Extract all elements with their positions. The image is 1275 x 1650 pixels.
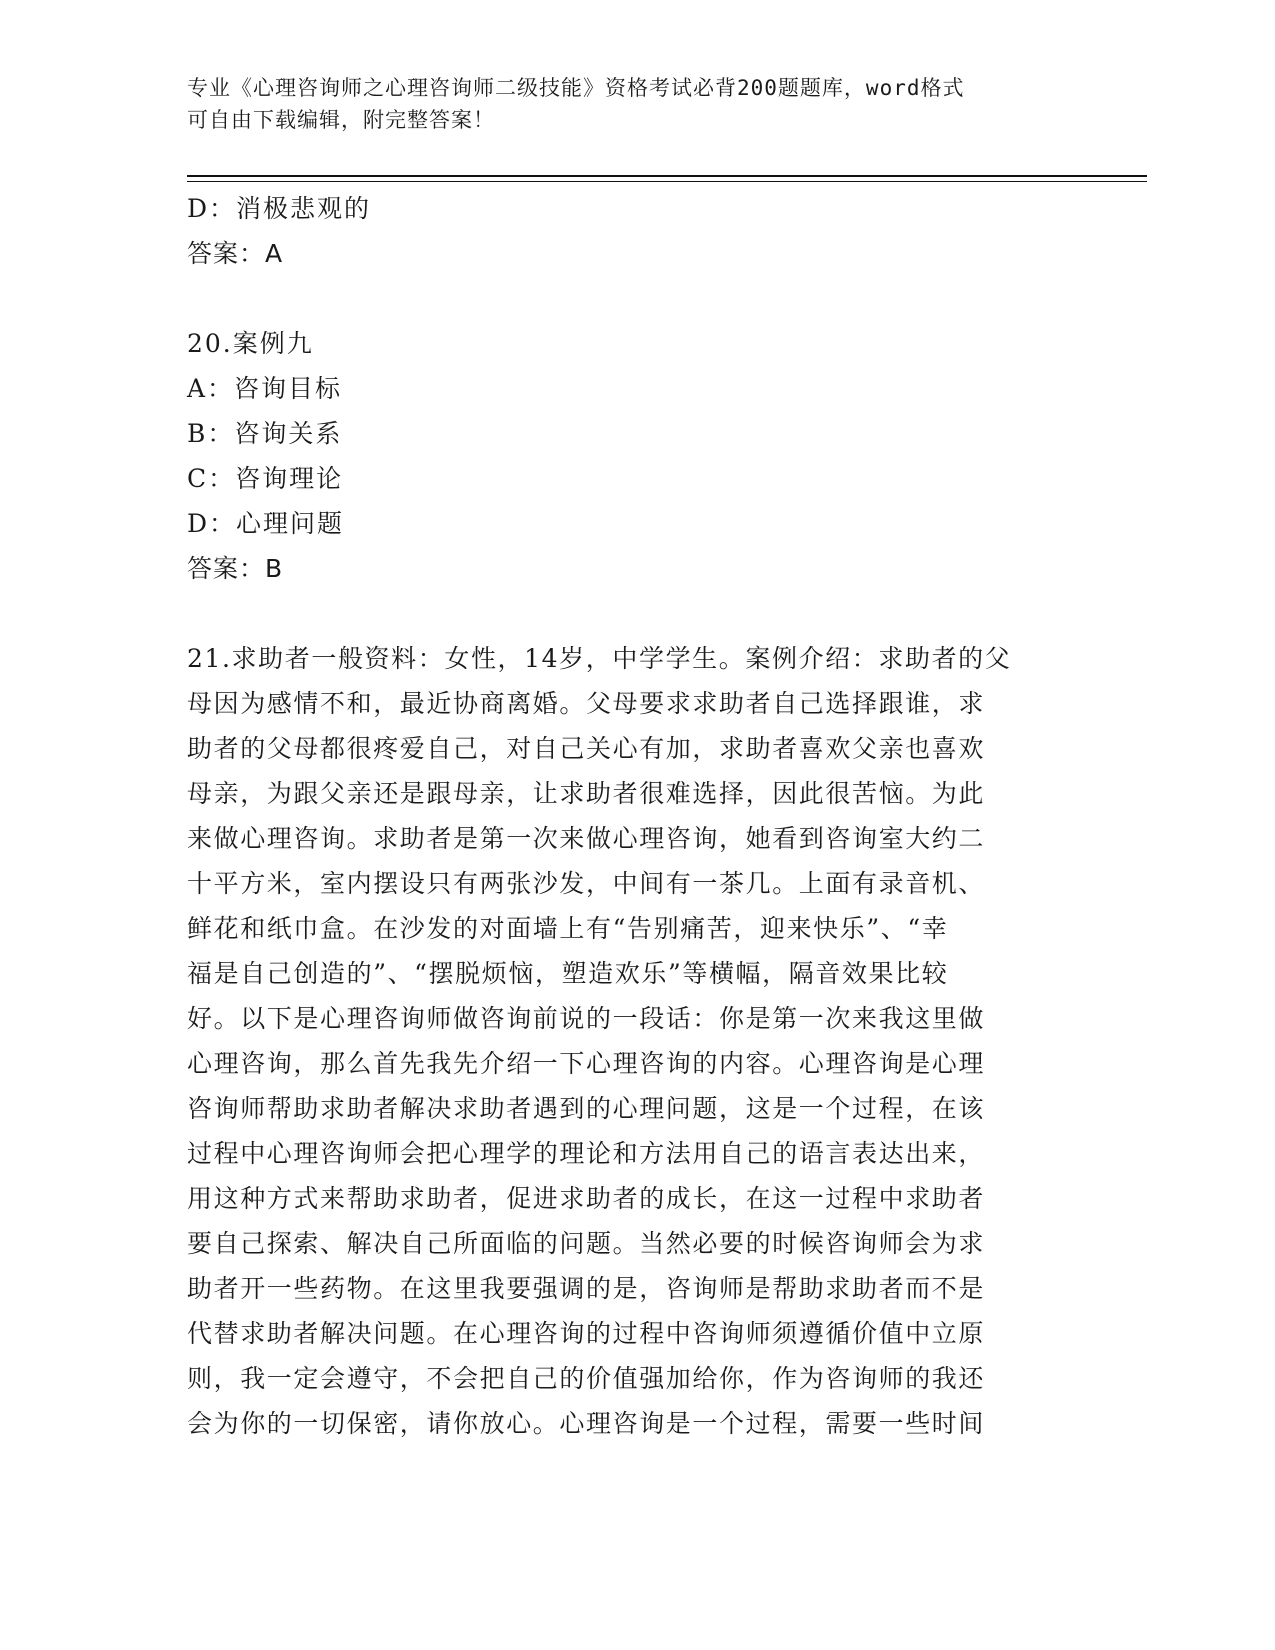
document-body xyxy=(187,186,1087,1446)
question-text-line: 21.求助者一般资料：女性，14岁，中学学生。案例介绍：求助者的父 xyxy=(187,644,1012,673)
question-text-line: 要自己探索、解决自己所面临的问题。当然必要的时候咨询师会为求 xyxy=(187,1229,986,1258)
question-text-line: 会为你的一切保密，请你放心。心理咨询是一个过程，需要一些时间 xyxy=(187,1409,986,1438)
question-text-line: 好。以下是心理咨询师做咨询前说的一段话：你是第一次来我这里做 xyxy=(187,1004,986,1033)
question-21 xyxy=(187,636,1087,1446)
question-text-line: 心理咨询，那么首先我先介绍一下心理咨询的内容。心理咨询是心理 xyxy=(187,1049,986,1078)
question-text-line: 助者开一些药物。在这里我要强调的是，咨询师是帮助求助者而不是 xyxy=(187,1274,986,1303)
question-text-line: 母亲，为跟父亲还是跟母亲，让求助者很难选择，因此很苦恼。为此 xyxy=(187,779,986,808)
answer-line: 答案：B xyxy=(187,554,284,583)
header-divider-thick xyxy=(187,175,1147,177)
question-text-line: 用这种方式来帮助求助者，促进求助者的成长，在这一过程中求助者 xyxy=(187,1184,986,1213)
prev-question xyxy=(187,186,1087,276)
question-text-line: 鲜花和纸巾盒。在沙发的对面墙上有“告别痛苦，迎来快乐”、“幸 xyxy=(187,914,949,943)
option-d: D：消极悲观的 xyxy=(187,194,372,223)
spacer xyxy=(187,591,1087,636)
option-a: A：咨询目标 xyxy=(187,374,343,403)
option-c: C：咨询理论 xyxy=(187,464,344,493)
answer-line: 答案：A xyxy=(187,239,284,268)
option-b: B：咨询关系 xyxy=(187,419,343,448)
question-text-line: 十平方米，室内摆设只有两张沙发，中间有一茶几。上面有录音机、 xyxy=(187,869,986,898)
question-stem: 20.案例九 xyxy=(187,329,314,358)
spacer xyxy=(187,276,1087,321)
header-line-2: 可自由下载编辑，附完整答案！ xyxy=(187,108,495,132)
question-text-line: 福是自己创造的”、“摆脱烦恼，塑造欢乐”等横幅，隔音效果比较 xyxy=(187,959,949,988)
header-divider-thin xyxy=(187,181,1147,182)
question-text-line: 咨询师帮助求助者解决求助者遇到的心理问题，这是一个过程，在该 xyxy=(187,1094,986,1123)
question-text-line: 代替求助者解决问题。在心理咨询的过程中咨询师须遵循价值中立原 xyxy=(187,1319,986,1348)
question-text-line: 母因为感情不和，最近协商离婚。父母要求求助者自己选择跟谁，求 xyxy=(187,689,986,718)
option-d: D：心理问题 xyxy=(187,509,345,538)
question-text-line: 助者的父母都很疼爱自己，对自己关心有加，求助者喜欢父亲也喜欢 xyxy=(187,734,986,763)
header-line-1: 专业《心理咨询师之心理咨询师二级技能》资格考试必背200题题库，word格式 xyxy=(187,76,965,100)
question-text-line: 则，我一定会遵守，不会把自己的价值强加给你，作为咨询师的我还 xyxy=(187,1364,986,1393)
question-20 xyxy=(187,321,1087,591)
question-text-line: 来做心理咨询。求助者是第一次来做心理咨询，她看到咨询室大约二 xyxy=(187,824,986,853)
document-header xyxy=(187,72,1067,136)
question-text-line: 过程中心理咨询师会把心理学的理论和方法用自己的语言表达出来， xyxy=(187,1139,986,1168)
